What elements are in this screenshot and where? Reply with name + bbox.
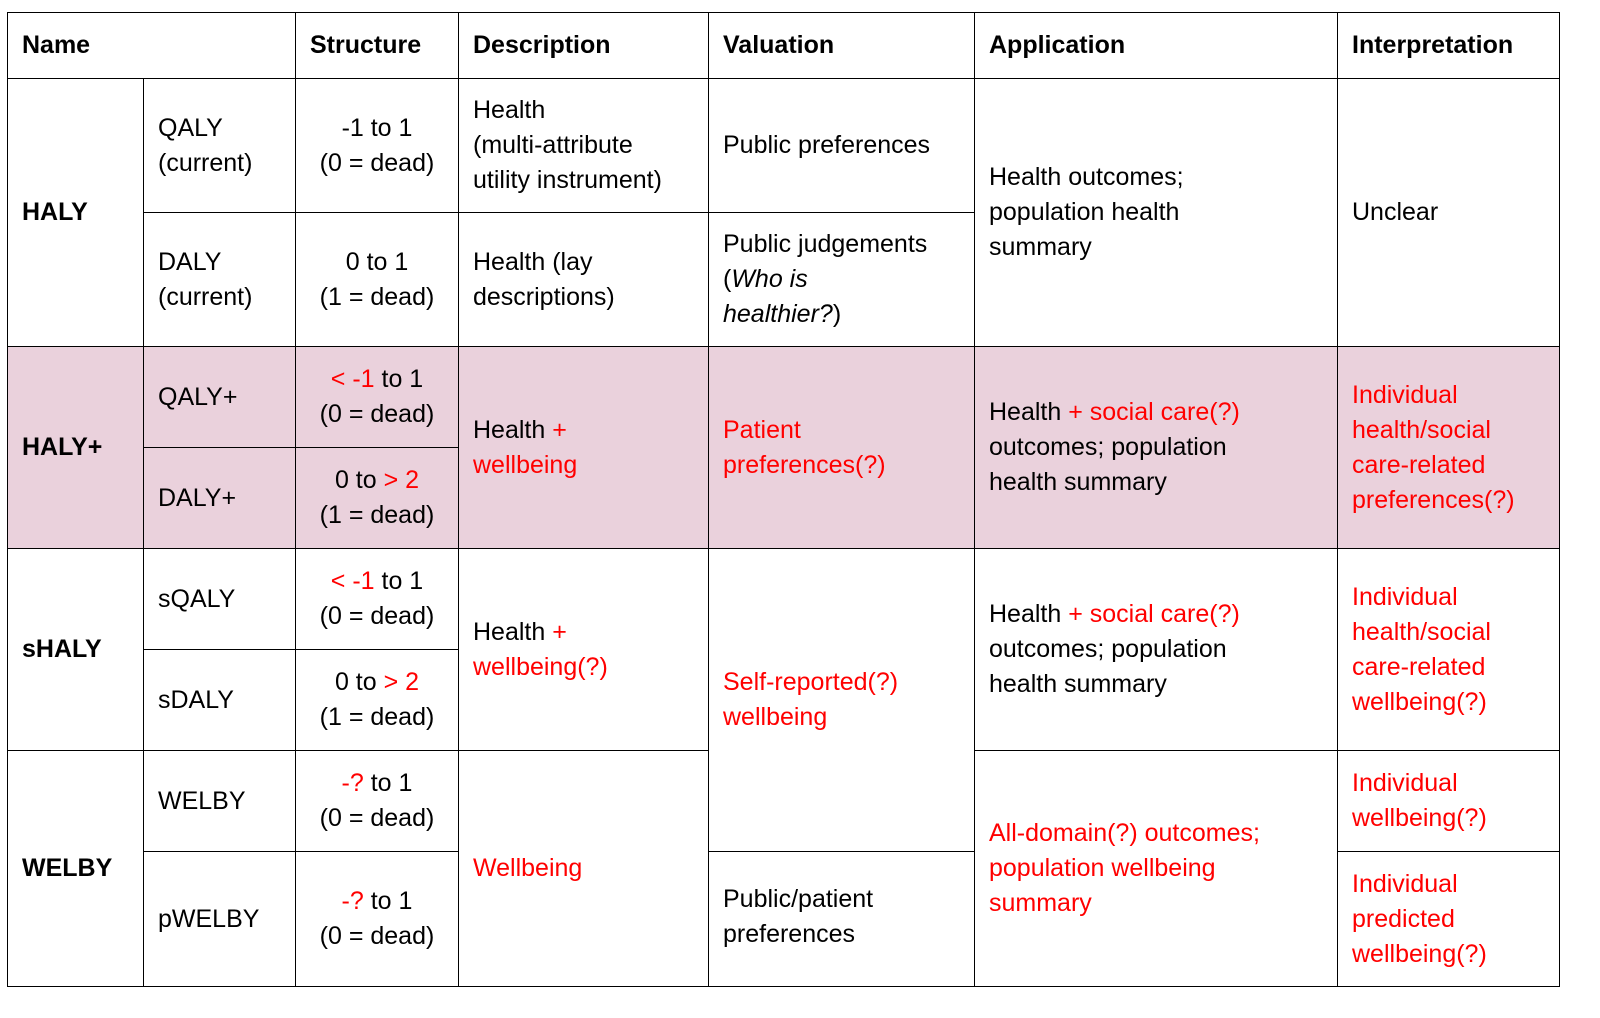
cell-daly-name: DALY (current) <box>144 213 296 347</box>
group-shaly: sHALY <box>8 549 144 751</box>
cell-pwelby-name: pWELBY <box>144 852 296 987</box>
row-sqaly <box>8 549 1560 650</box>
cell-pwelby-valuation: Public/patient preferences <box>709 852 975 987</box>
comparison-table <box>7 12 1560 987</box>
cell-qaly-plus-name: QALY+ <box>144 347 296 448</box>
group-haly: HALY <box>8 79 144 347</box>
cell-daly-valuation: Public judgements (Who is healthier?) <box>709 213 975 347</box>
cell-sqaly-structure: < -1 to 1 (0 = dead) <box>296 549 459 650</box>
group-haly-plus: HALY+ <box>8 347 144 549</box>
cell-haly-plus-interpretation: Individual health/social care-related preferences(?) <box>1338 347 1560 549</box>
cell-welby-structure: -? to 1 (0 = dead) <box>296 751 459 852</box>
header-interpretation: Interpretation <box>1338 13 1560 79</box>
cell-haly-plus-application: Health + social care(?) outcomes; population health summary <box>975 347 1338 549</box>
cell-haly-plus-valuation: Patient preferences(?) <box>709 347 975 549</box>
cell-welby-description: Wellbeing <box>459 751 709 987</box>
header-structure: Structure <box>296 13 459 79</box>
cell-pwelby-structure: -? to 1 (0 = dead) <box>296 852 459 987</box>
row-qaly-plus <box>8 347 1560 448</box>
cell-shaly-description: Health + wellbeing(?) <box>459 549 709 751</box>
header-row <box>8 13 1560 79</box>
cell-daly-plus-structure: 0 to > 2 (1 = dead) <box>296 448 459 549</box>
cell-qaly-structure: -1 to 1 (0 = dead) <box>296 79 459 213</box>
cell-shaly-valuation: Self-reported(?) wellbeing <box>709 549 975 852</box>
cell-qaly-plus-structure: < -1 to 1 (0 = dead) <box>296 347 459 448</box>
cell-qaly-description: Health (multi-attribute utility instrument) <box>459 79 709 213</box>
cell-haly-plus-description: Health + wellbeing <box>459 347 709 549</box>
cell-haly-application: Health outcomes; population health summary <box>975 79 1338 347</box>
header-name: Name <box>8 13 296 79</box>
cell-sdaly-name: sDALY <box>144 650 296 751</box>
row-qaly <box>8 79 1560 213</box>
cell-daly-description: Health (lay descriptions) <box>459 213 709 347</box>
group-welby: WELBY <box>8 751 144 987</box>
cell-daly-structure: 0 to 1 (1 = dead) <box>296 213 459 347</box>
cell-sqaly-name: sQALY <box>144 549 296 650</box>
cell-shaly-interpretation: Individual health/social care-related wellbeing(?) <box>1338 549 1560 751</box>
cell-haly-interpretation: Unclear <box>1338 79 1560 347</box>
cell-qaly-valuation: Public preferences <box>709 79 975 213</box>
cell-pwelby-interpretation: Individual predicted wellbeing(?) <box>1338 852 1560 987</box>
header-valuation: Valuation <box>709 13 975 79</box>
cell-qaly-name: QALY (current) <box>144 79 296 213</box>
cell-daly-plus-name: DALY+ <box>144 448 296 549</box>
cell-shaly-application: Health + social care(?) outcomes; population health summary <box>975 549 1338 751</box>
cell-welby-name: WELBY <box>144 751 296 852</box>
cell-welby-application: All-domain(?) outcomes; population wellbeing summary <box>975 751 1338 987</box>
header-description: Description <box>459 13 709 79</box>
header-application: Application <box>975 13 1338 79</box>
cell-sdaly-structure: 0 to > 2 (1 = dead) <box>296 650 459 751</box>
cell-welby-interpretation: Individual wellbeing(?) <box>1338 751 1560 852</box>
